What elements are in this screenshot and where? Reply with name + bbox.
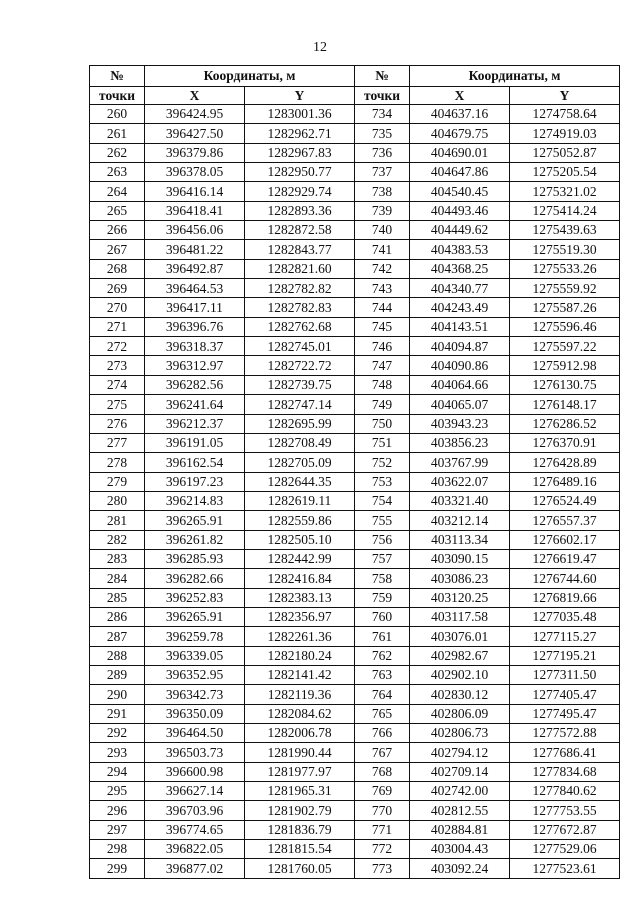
y-value-left: 1283001.36 xyxy=(245,105,355,124)
x-value-right: 403117.58 xyxy=(410,607,510,626)
x-value-right: 403120.25 xyxy=(410,588,510,607)
y-value-right: 1275439.63 xyxy=(510,221,620,240)
y-value-left: 1281760.05 xyxy=(245,859,355,878)
point-number-right: 737 xyxy=(355,163,410,182)
y-value-right: 1276370.91 xyxy=(510,433,620,452)
table-row xyxy=(90,743,620,762)
x-value-right: 402902.10 xyxy=(410,665,510,684)
y-value-right: 1277572.88 xyxy=(510,724,620,743)
point-number-left: 265 xyxy=(90,201,145,220)
point-number-left: 297 xyxy=(90,820,145,839)
x-value-right: 402806.09 xyxy=(410,704,510,723)
table-row xyxy=(90,704,620,723)
point-number-right: 758 xyxy=(355,569,410,588)
point-number-right: 760 xyxy=(355,607,410,626)
point-number-right: 738 xyxy=(355,182,410,201)
point-number-left: 264 xyxy=(90,182,145,201)
point-number-right: 734 xyxy=(355,105,410,124)
y-value-left: 1282962.71 xyxy=(245,124,355,143)
x-value-right: 404064.66 xyxy=(410,375,510,394)
y-value-right: 1275519.30 xyxy=(510,240,620,259)
point-number-left: 278 xyxy=(90,453,145,472)
y-value-left: 1282416.84 xyxy=(245,569,355,588)
point-number-right: 756 xyxy=(355,530,410,549)
y-value-right: 1277686.41 xyxy=(510,743,620,762)
x-value-right: 403076.01 xyxy=(410,627,510,646)
point-number-left: 268 xyxy=(90,259,145,278)
y-value-left: 1282180.24 xyxy=(245,646,355,665)
y-value-right: 1275596.46 xyxy=(510,317,620,336)
y-value-left: 1282383.13 xyxy=(245,588,355,607)
table-row xyxy=(90,588,620,607)
point-number-left: 293 xyxy=(90,743,145,762)
y-value-right: 1275912.98 xyxy=(510,356,620,375)
point-number-right: 752 xyxy=(355,453,410,472)
point-number-left: 283 xyxy=(90,549,145,568)
table-row xyxy=(90,840,620,859)
y-value-left: 1282872.58 xyxy=(245,221,355,240)
point-label-left: точки xyxy=(90,87,145,105)
x-value-right: 404679.75 xyxy=(410,124,510,143)
point-number-right: 751 xyxy=(355,433,410,452)
point-number-left: 289 xyxy=(90,665,145,684)
y-value-right: 1276524.49 xyxy=(510,491,620,510)
x-value-right: 403086.23 xyxy=(410,569,510,588)
table-row xyxy=(90,472,620,491)
point-number-right: 748 xyxy=(355,375,410,394)
x-value-right: 403004.43 xyxy=(410,840,510,859)
y-value-left: 1282967.83 xyxy=(245,143,355,162)
y-value-left: 1282708.49 xyxy=(245,433,355,452)
y-value-right: 1277035.48 xyxy=(510,607,620,626)
point-number-right: 767 xyxy=(355,743,410,762)
table-row xyxy=(90,491,620,510)
point-number-right: 768 xyxy=(355,762,410,781)
x-value-right: 404383.53 xyxy=(410,240,510,259)
x-value-right: 404065.07 xyxy=(410,395,510,414)
point-number-left: 273 xyxy=(90,356,145,375)
table-row xyxy=(90,356,620,375)
x-value-right: 404637.16 xyxy=(410,105,510,124)
y-value-left: 1282356.97 xyxy=(245,607,355,626)
table-row xyxy=(90,279,620,298)
point-number-left: 296 xyxy=(90,801,145,820)
point-number-left: 274 xyxy=(90,375,145,394)
x-value-right: 404243.49 xyxy=(410,298,510,317)
x-value-right: 403090.15 xyxy=(410,549,510,568)
x-value-left: 396342.73 xyxy=(145,685,245,704)
coordinates-table xyxy=(89,65,620,879)
x-header-right: X xyxy=(410,87,510,105)
table-row xyxy=(90,124,620,143)
y-value-left: 1282006.78 xyxy=(245,724,355,743)
table-row xyxy=(90,453,620,472)
point-number-right: 739 xyxy=(355,201,410,220)
y-value-left: 1282705.09 xyxy=(245,453,355,472)
y-value-right: 1276148.17 xyxy=(510,395,620,414)
x-value-left: 396318.37 xyxy=(145,337,245,356)
y-value-right: 1276286.52 xyxy=(510,414,620,433)
table-body xyxy=(90,105,620,879)
x-value-left: 396282.56 xyxy=(145,375,245,394)
point-number-left: 299 xyxy=(90,859,145,878)
y-value-right: 1275597.22 xyxy=(510,337,620,356)
y-value-right: 1276744.60 xyxy=(510,569,620,588)
point-number-left: 282 xyxy=(90,530,145,549)
x-value-left: 396427.50 xyxy=(145,124,245,143)
point-number-left: 295 xyxy=(90,782,145,801)
table-row xyxy=(90,182,620,201)
point-number-right: 770 xyxy=(355,801,410,820)
x-value-left: 396424.95 xyxy=(145,105,245,124)
x-value-left: 396197.23 xyxy=(145,472,245,491)
x-value-right: 404449.62 xyxy=(410,221,510,240)
x-value-left: 396214.83 xyxy=(145,491,245,510)
point-number-left: 279 xyxy=(90,472,145,491)
point-number-right: 744 xyxy=(355,298,410,317)
page-number: 12 xyxy=(313,40,327,55)
y-value-left: 1281977.97 xyxy=(245,762,355,781)
y-value-left: 1282722.72 xyxy=(245,356,355,375)
point-number-left: 281 xyxy=(90,511,145,530)
y-value-left: 1281815.54 xyxy=(245,840,355,859)
x-value-left: 396212.37 xyxy=(145,414,245,433)
table-row xyxy=(90,859,620,878)
table-row xyxy=(90,414,620,433)
table-row xyxy=(90,298,620,317)
point-number-right: 765 xyxy=(355,704,410,723)
y-value-left: 1282442.99 xyxy=(245,549,355,568)
x-value-left: 396379.86 xyxy=(145,143,245,162)
point-number-left: 291 xyxy=(90,704,145,723)
y-value-left: 1282739.75 xyxy=(245,375,355,394)
y-value-right: 1276489.16 xyxy=(510,472,620,491)
y-value-left: 1282821.60 xyxy=(245,259,355,278)
y-value-left: 1282141.42 xyxy=(245,665,355,684)
table-row xyxy=(90,646,620,665)
y-value-left: 1282559.86 xyxy=(245,511,355,530)
y-value-right: 1274758.64 xyxy=(510,105,620,124)
point-number-right: 773 xyxy=(355,859,410,878)
y-value-right: 1275414.24 xyxy=(510,201,620,220)
x-value-left: 396241.64 xyxy=(145,395,245,414)
point-number-left: 292 xyxy=(90,724,145,743)
x-value-right: 403622.07 xyxy=(410,472,510,491)
y-value-right: 1277840.62 xyxy=(510,782,620,801)
x-value-right: 404540.45 xyxy=(410,182,510,201)
x-value-left: 396456.06 xyxy=(145,221,245,240)
y-value-left: 1282893.36 xyxy=(245,201,355,220)
table-row xyxy=(90,685,620,704)
point-number-left: 294 xyxy=(90,762,145,781)
y-value-right: 1276602.17 xyxy=(510,530,620,549)
point-number-right: 769 xyxy=(355,782,410,801)
y-value-right: 1277523.61 xyxy=(510,859,620,878)
y-value-left: 1282762.68 xyxy=(245,317,355,336)
table-row xyxy=(90,433,620,452)
point-number-left: 272 xyxy=(90,337,145,356)
point-number-left: 275 xyxy=(90,395,145,414)
point-number-left: 263 xyxy=(90,163,145,182)
table-row xyxy=(90,530,620,549)
y-value-right: 1277405.47 xyxy=(510,685,620,704)
y-value-right: 1277495.47 xyxy=(510,704,620,723)
x-value-left: 396503.73 xyxy=(145,743,245,762)
point-number-left: 262 xyxy=(90,143,145,162)
point-number-left: 276 xyxy=(90,414,145,433)
x-value-left: 396259.78 xyxy=(145,627,245,646)
x-value-right: 402982.67 xyxy=(410,646,510,665)
table-row xyxy=(90,375,620,394)
table-row xyxy=(90,143,620,162)
point-number-left: 261 xyxy=(90,124,145,143)
y-value-right: 1276819.66 xyxy=(510,588,620,607)
x-value-right: 403943.23 xyxy=(410,414,510,433)
y-value-right: 1276428.89 xyxy=(510,453,620,472)
coordinates-header-left: Координаты, м xyxy=(145,66,355,87)
x-value-right: 403212.14 xyxy=(410,511,510,530)
x-value-right: 404647.86 xyxy=(410,163,510,182)
table-row xyxy=(90,627,620,646)
y-value-right: 1276557.37 xyxy=(510,511,620,530)
y-value-left: 1282929.74 xyxy=(245,182,355,201)
x-value-left: 396282.66 xyxy=(145,569,245,588)
x-value-right: 404368.25 xyxy=(410,259,510,278)
x-value-left: 396378.05 xyxy=(145,163,245,182)
x-value-left: 396350.09 xyxy=(145,704,245,723)
x-value-left: 396600.98 xyxy=(145,762,245,781)
x-value-left: 396627.14 xyxy=(145,782,245,801)
x-value-left: 396261.82 xyxy=(145,530,245,549)
point-number-left: 270 xyxy=(90,298,145,317)
x-value-right: 403321.40 xyxy=(410,491,510,510)
x-value-right: 404143.51 xyxy=(410,317,510,336)
table-row xyxy=(90,782,620,801)
table-row xyxy=(90,395,620,414)
point-number-right: 747 xyxy=(355,356,410,375)
point-number-left: 271 xyxy=(90,317,145,336)
y-header-left: Y xyxy=(245,87,355,105)
x-value-left: 396481.22 xyxy=(145,240,245,259)
y-value-right: 1277672.87 xyxy=(510,820,620,839)
point-number-right: 745 xyxy=(355,317,410,336)
table-row xyxy=(90,201,620,220)
point-number-symbol-right: № xyxy=(355,66,410,87)
point-number-left: 284 xyxy=(90,569,145,588)
y-value-right: 1274919.03 xyxy=(510,124,620,143)
point-number-left: 285 xyxy=(90,588,145,607)
y-value-left: 1282747.14 xyxy=(245,395,355,414)
point-number-left: 298 xyxy=(90,840,145,859)
x-value-left: 396417.11 xyxy=(145,298,245,317)
point-number-right: 736 xyxy=(355,143,410,162)
point-number-right: 764 xyxy=(355,685,410,704)
y-value-right: 1277195.21 xyxy=(510,646,620,665)
y-value-right: 1275205.54 xyxy=(510,163,620,182)
x-value-left: 396492.87 xyxy=(145,259,245,278)
y-header-right: Y xyxy=(510,87,620,105)
table-row xyxy=(90,240,620,259)
y-value-left: 1282084.62 xyxy=(245,704,355,723)
x-value-right: 404090.86 xyxy=(410,356,510,375)
x-value-left: 396774.65 xyxy=(145,820,245,839)
point-number-right: 746 xyxy=(355,337,410,356)
x-value-left: 396464.50 xyxy=(145,724,245,743)
point-number-left: 269 xyxy=(90,279,145,298)
x-value-left: 396418.41 xyxy=(145,201,245,220)
x-value-left: 396265.91 xyxy=(145,511,245,530)
y-value-right: 1277529.06 xyxy=(510,840,620,859)
y-value-right: 1277753.55 xyxy=(510,801,620,820)
y-value-left: 1282644.35 xyxy=(245,472,355,491)
point-number-right: 755 xyxy=(355,511,410,530)
point-number-left: 260 xyxy=(90,105,145,124)
y-value-left: 1281965.31 xyxy=(245,782,355,801)
x-value-right: 402830.12 xyxy=(410,685,510,704)
point-number-left: 286 xyxy=(90,607,145,626)
y-value-left: 1282782.82 xyxy=(245,279,355,298)
table-row xyxy=(90,762,620,781)
x-value-left: 396162.54 xyxy=(145,453,245,472)
y-value-right: 1276619.47 xyxy=(510,549,620,568)
y-value-left: 1282119.36 xyxy=(245,685,355,704)
point-number-right: 766 xyxy=(355,724,410,743)
x-value-right: 404493.46 xyxy=(410,201,510,220)
point-number-right: 762 xyxy=(355,646,410,665)
y-value-right: 1275052.87 xyxy=(510,143,620,162)
y-value-left: 1282745.01 xyxy=(245,337,355,356)
point-number-right: 743 xyxy=(355,279,410,298)
y-value-left: 1281836.79 xyxy=(245,820,355,839)
x-value-right: 404340.77 xyxy=(410,279,510,298)
x-value-right: 403856.23 xyxy=(410,433,510,452)
point-number-left: 280 xyxy=(90,491,145,510)
x-header-left: X xyxy=(145,87,245,105)
y-value-right: 1275533.26 xyxy=(510,259,620,278)
point-number-right: 763 xyxy=(355,665,410,684)
y-value-right: 1275321.02 xyxy=(510,182,620,201)
table-row xyxy=(90,105,620,124)
point-number-right: 759 xyxy=(355,588,410,607)
point-label-right: точки xyxy=(355,87,410,105)
point-number-right: 750 xyxy=(355,414,410,433)
y-value-left: 1282695.99 xyxy=(245,414,355,433)
x-value-right: 402806.73 xyxy=(410,724,510,743)
y-value-left: 1282950.77 xyxy=(245,163,355,182)
x-value-left: 396191.05 xyxy=(145,433,245,452)
y-value-right: 1276130.75 xyxy=(510,375,620,394)
x-value-left: 396312.97 xyxy=(145,356,245,375)
x-value-right: 402709.14 xyxy=(410,762,510,781)
point-number-left: 277 xyxy=(90,433,145,452)
point-number-right: 753 xyxy=(355,472,410,491)
y-value-left: 1281990.44 xyxy=(245,743,355,762)
point-number-right: 749 xyxy=(355,395,410,414)
x-value-right: 404094.87 xyxy=(410,337,510,356)
point-number-right: 741 xyxy=(355,240,410,259)
y-value-right: 1277834.68 xyxy=(510,762,620,781)
x-value-left: 396703.96 xyxy=(145,801,245,820)
y-value-right: 1275559.92 xyxy=(510,279,620,298)
coordinates-header-right: Координаты, м xyxy=(410,66,620,87)
point-number-left: 267 xyxy=(90,240,145,259)
x-value-right: 404690.01 xyxy=(410,143,510,162)
point-number-right: 735 xyxy=(355,124,410,143)
x-value-right: 403113.34 xyxy=(410,530,510,549)
y-value-left: 1281902.79 xyxy=(245,801,355,820)
x-value-left: 396822.05 xyxy=(145,840,245,859)
x-value-left: 396877.02 xyxy=(145,859,245,878)
table-row xyxy=(90,724,620,743)
x-value-left: 396416.14 xyxy=(145,182,245,201)
point-number-right: 740 xyxy=(355,221,410,240)
table-row xyxy=(90,607,620,626)
x-value-left: 396285.93 xyxy=(145,549,245,568)
table-row xyxy=(90,801,620,820)
table-row xyxy=(90,259,620,278)
x-value-right: 402812.55 xyxy=(410,801,510,820)
point-number-left: 288 xyxy=(90,646,145,665)
x-value-left: 396252.83 xyxy=(145,588,245,607)
x-value-left: 396396.76 xyxy=(145,317,245,336)
table-row xyxy=(90,569,620,588)
table-row xyxy=(90,317,620,336)
point-number-right: 757 xyxy=(355,549,410,568)
table-row xyxy=(90,221,620,240)
point-number-right: 742 xyxy=(355,259,410,278)
point-number-left: 290 xyxy=(90,685,145,704)
table-row xyxy=(90,511,620,530)
table-row xyxy=(90,163,620,182)
x-value-right: 402884.81 xyxy=(410,820,510,839)
y-value-right: 1277311.50 xyxy=(510,665,620,684)
x-value-right: 403092.24 xyxy=(410,859,510,878)
point-number-right: 772 xyxy=(355,840,410,859)
point-number-symbol-left: № xyxy=(90,66,145,87)
y-value-left: 1282505.10 xyxy=(245,530,355,549)
point-number-right: 771 xyxy=(355,820,410,839)
x-value-left: 396464.53 xyxy=(145,279,245,298)
table-row xyxy=(90,665,620,684)
table-row xyxy=(90,337,620,356)
x-value-left: 396265.91 xyxy=(145,607,245,626)
point-number-left: 287 xyxy=(90,627,145,646)
y-value-left: 1282782.83 xyxy=(245,298,355,317)
y-value-right: 1277115.27 xyxy=(510,627,620,646)
point-number-right: 754 xyxy=(355,491,410,510)
table-row xyxy=(90,549,620,568)
table-row xyxy=(90,820,620,839)
point-number-left: 266 xyxy=(90,221,145,240)
x-value-right: 403767.99 xyxy=(410,453,510,472)
y-value-left: 1282843.77 xyxy=(245,240,355,259)
y-value-left: 1282261.36 xyxy=(245,627,355,646)
x-value-left: 396352.95 xyxy=(145,665,245,684)
y-value-right: 1275587.26 xyxy=(510,298,620,317)
x-value-right: 402794.12 xyxy=(410,743,510,762)
point-number-right: 761 xyxy=(355,627,410,646)
y-value-left: 1282619.11 xyxy=(245,491,355,510)
x-value-left: 396339.05 xyxy=(145,646,245,665)
x-value-right: 402742.00 xyxy=(410,782,510,801)
